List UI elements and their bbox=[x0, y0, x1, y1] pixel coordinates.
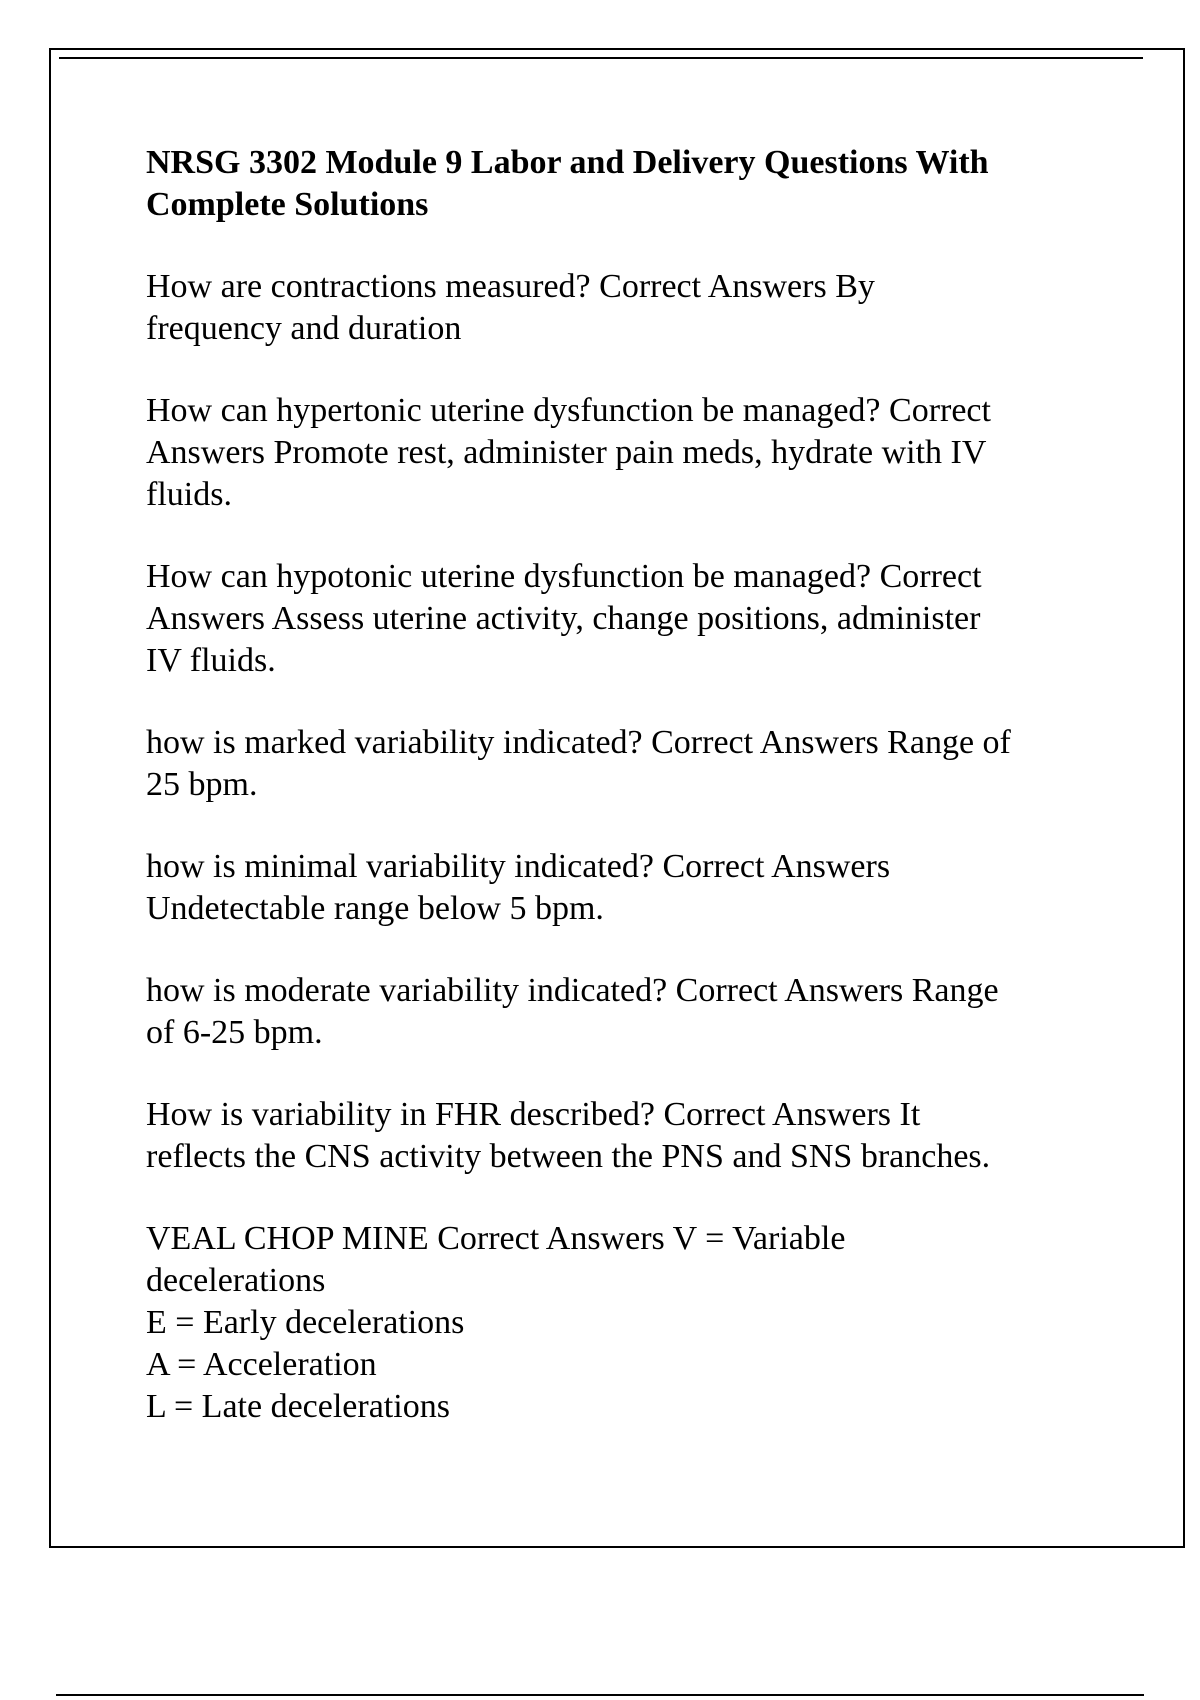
qa-entry-minimal-variability bbox=[146, 846, 1106, 930]
qa-line: decelerations bbox=[146, 1262, 326, 1299]
document-title: NRSG 3302 Module 9 Labor and Delivery Questions With Complete Solutions bbox=[146, 144, 989, 223]
qa-line: L = Late decelerations bbox=[146, 1388, 450, 1425]
document-content bbox=[146, 142, 1106, 1468]
qa-line: How can hypertonic uterine dysfunction be managed? Correct bbox=[146, 392, 991, 429]
qa-line: fluids. bbox=[146, 476, 232, 513]
qa-line: of 6-25 bpm. bbox=[146, 1014, 323, 1051]
qa-line: E = Early decelerations bbox=[146, 1304, 465, 1341]
qa-line: How is variability in FHR described? Correct Answers It bbox=[146, 1096, 921, 1133]
qa-line: A = Acceleration bbox=[146, 1346, 377, 1383]
qa-entry-contractions bbox=[146, 266, 1106, 350]
qa-line: How are contractions measured? Correct Answers By bbox=[146, 268, 875, 305]
qa-line: VEAL CHOP MINE Correct Answers V = Variable bbox=[146, 1220, 846, 1257]
qa-line: How can hypotonic uterine dysfunction be managed? Correct bbox=[146, 558, 982, 595]
qa-line: reflects the CNS activity between the PNS and SNS branches. bbox=[146, 1138, 991, 1175]
qa-entry-marked-variability bbox=[146, 722, 1106, 806]
qa-line: Answers Assess uterine activity, change positions, administer bbox=[146, 600, 981, 637]
qa-entry-fhr-variability bbox=[146, 1094, 1106, 1178]
qa-line: Undetectable range below 5 bpm. bbox=[146, 890, 604, 927]
qa-line: 25 bpm. bbox=[146, 766, 258, 803]
qa-line: Answers Promote rest, administer pain meds, hydrate with IV bbox=[146, 434, 987, 471]
qa-line: how is moderate variability indicated? Correct Answers Range bbox=[146, 972, 999, 1009]
qa-line: how is marked variability indicated? Correct Answers Range of bbox=[146, 724, 1011, 761]
bottom-rule bbox=[56, 1694, 1144, 1696]
qa-entry-moderate-variability bbox=[146, 970, 1106, 1054]
qa-line: frequency and duration bbox=[146, 310, 462, 347]
qa-entry-veal-chop-mine bbox=[146, 1218, 1106, 1428]
qa-line: how is minimal variability indicated? Correct Answers bbox=[146, 848, 891, 885]
qa-line: IV fluids. bbox=[146, 642, 276, 679]
qa-entry-hypotonic bbox=[146, 556, 1106, 682]
qa-entry-hypertonic bbox=[146, 390, 1106, 516]
top-rule bbox=[59, 57, 1143, 59]
